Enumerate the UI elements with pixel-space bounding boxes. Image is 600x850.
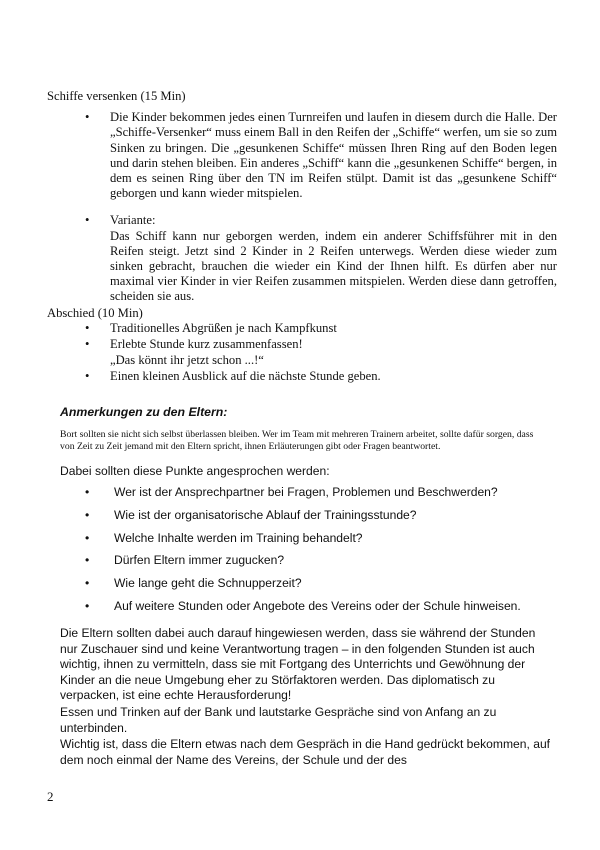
section-ships	[47, 89, 557, 317]
paragraph: Essen und Trinken auf der Bank und lautstarke Gespräche sind von Anfang an zu unterbinden.	[60, 705, 497, 735]
section-heading-farewell: Abschied (10 Min)	[47, 306, 143, 320]
section-heading-parents: Anmerkungen zu den Eltern:	[60, 405, 228, 419]
list-item-text: Wie ist der organisatorische Ablauf der Trainingsstunde?	[114, 507, 417, 522]
list-item	[60, 576, 560, 590]
list-item	[47, 110, 557, 201]
list-item-text: Das Schiff kann nur geborgen werden, indem ein anderer Schiffsführer mit in den Reifen steigt. Jetzt sind 2 Kinder in 2 Reifen unterwegs. Werden diese wieder zum sinken gebracht, brauchen die wieder ein Kind der Ihnen hilft. Es dürfen aber nur maximal vier Kinder in vier Reifen zusammen mitspielen. Werden diese dann getroffen, scheiden sie aus.	[110, 228, 557, 304]
page-number: 2	[47, 789, 54, 804]
list-item-text: Welche Inhalte werden im Training behandelt?	[114, 530, 363, 545]
list-item	[60, 531, 560, 545]
list-item-text: Traditionelles Abgrüßen je nach Kampfkunst	[110, 321, 337, 336]
list-item	[60, 508, 560, 522]
farewell-bullet-list	[47, 321, 557, 384]
list-item	[60, 485, 560, 499]
list-item	[47, 337, 557, 367]
list-item	[47, 213, 557, 304]
section-parents	[60, 405, 560, 622]
list-item-text: Auf weitere Stunden oder Angebote des Vereins oder der Schule hinweisen.	[114, 599, 521, 614]
list-item	[60, 553, 560, 567]
ships-bullet-list	[47, 110, 557, 304]
list-item-text: Wer ist der Ansprechpartner bei Fragen, Problemen und Beschwerden?	[114, 484, 498, 499]
parents-bullet-list	[60, 485, 560, 613]
list-item	[47, 369, 557, 384]
list-item-label: • Variante:	[110, 213, 156, 228]
section-heading-ships: Schiffe versenken (15 Min)	[47, 89, 186, 103]
parents-intro: Dabei sollten diese Punkte angesprochen werden:	[60, 463, 330, 478]
list-item-text: Dürfen Eltern immer zugucken?	[114, 553, 285, 568]
paragraph: Wichtig ist, dass die Eltern etwas nach dem Gespräch in die Hand gedrückt bekommen, auf dem noch einmal der Name des Vereins, der Schule und der des	[60, 737, 551, 767]
paragraph: Die Eltern sollten dabei auch darauf hingewiesen werden, dass sie während der Stunden nur Zuschauer sind und keine Verantwortung tragen – in den folgenden Stunden ist auch wichtig, ihnen zu vermitteln, dass sie mit Fortgang des Unterrichts und Gewöhnung der Kinder an die neue Umgebung eher zu Störfaktoren werden. Das diplomatisch zu verpacken, ist eine echte Herausforderung!	[60, 626, 536, 703]
list-item	[60, 599, 560, 613]
list-item-quote: „Das könnt ihr jetzt schon ...!“	[110, 352, 264, 367]
list-item-text: Erlebte Stunde kurz zusammenfassen!	[110, 337, 303, 352]
parents-note: Bort sollten sie nicht sich selbst überlassen bleiben. Wer im Team mit mehreren Trainern arbeitet, sollte dafür sorgen, dass von Zeit zu Zeit jemand mit den Eltern spricht, ihnen Erläuterungen gibt oder Fragen beantwortet.	[60, 429, 534, 453]
list-item-text: Einen kleinen Ausblick auf die nächste Stunde geben.	[110, 368, 381, 383]
list-item	[47, 321, 557, 336]
section-farewell	[47, 306, 557, 385]
list-item-text: • Die Kinder bekommen jedes einen Turnreifen und laufen in diesem durch die Halle. Der „Schiffe-Versenker“ muss einem Ball in den Reifen der „Schiffe“ werfen, um sie so zum Sinken zu bringen. Die „gesunkenen Schiffe“ müssen Ihren Ring auf den Boden legen und darin stehen bleiben. Ein anderes „Schiff“ kann die „gesunkenen Schiffe“ bergen, in dem es seinen Ring über den TN im Reifen stülpt. Damit ist das „gesunkene Schiff“ geborgen und kann wieder mitspielen.	[110, 110, 557, 201]
list-item-text: Wie lange geht die Schnupperzeit?	[114, 576, 302, 591]
